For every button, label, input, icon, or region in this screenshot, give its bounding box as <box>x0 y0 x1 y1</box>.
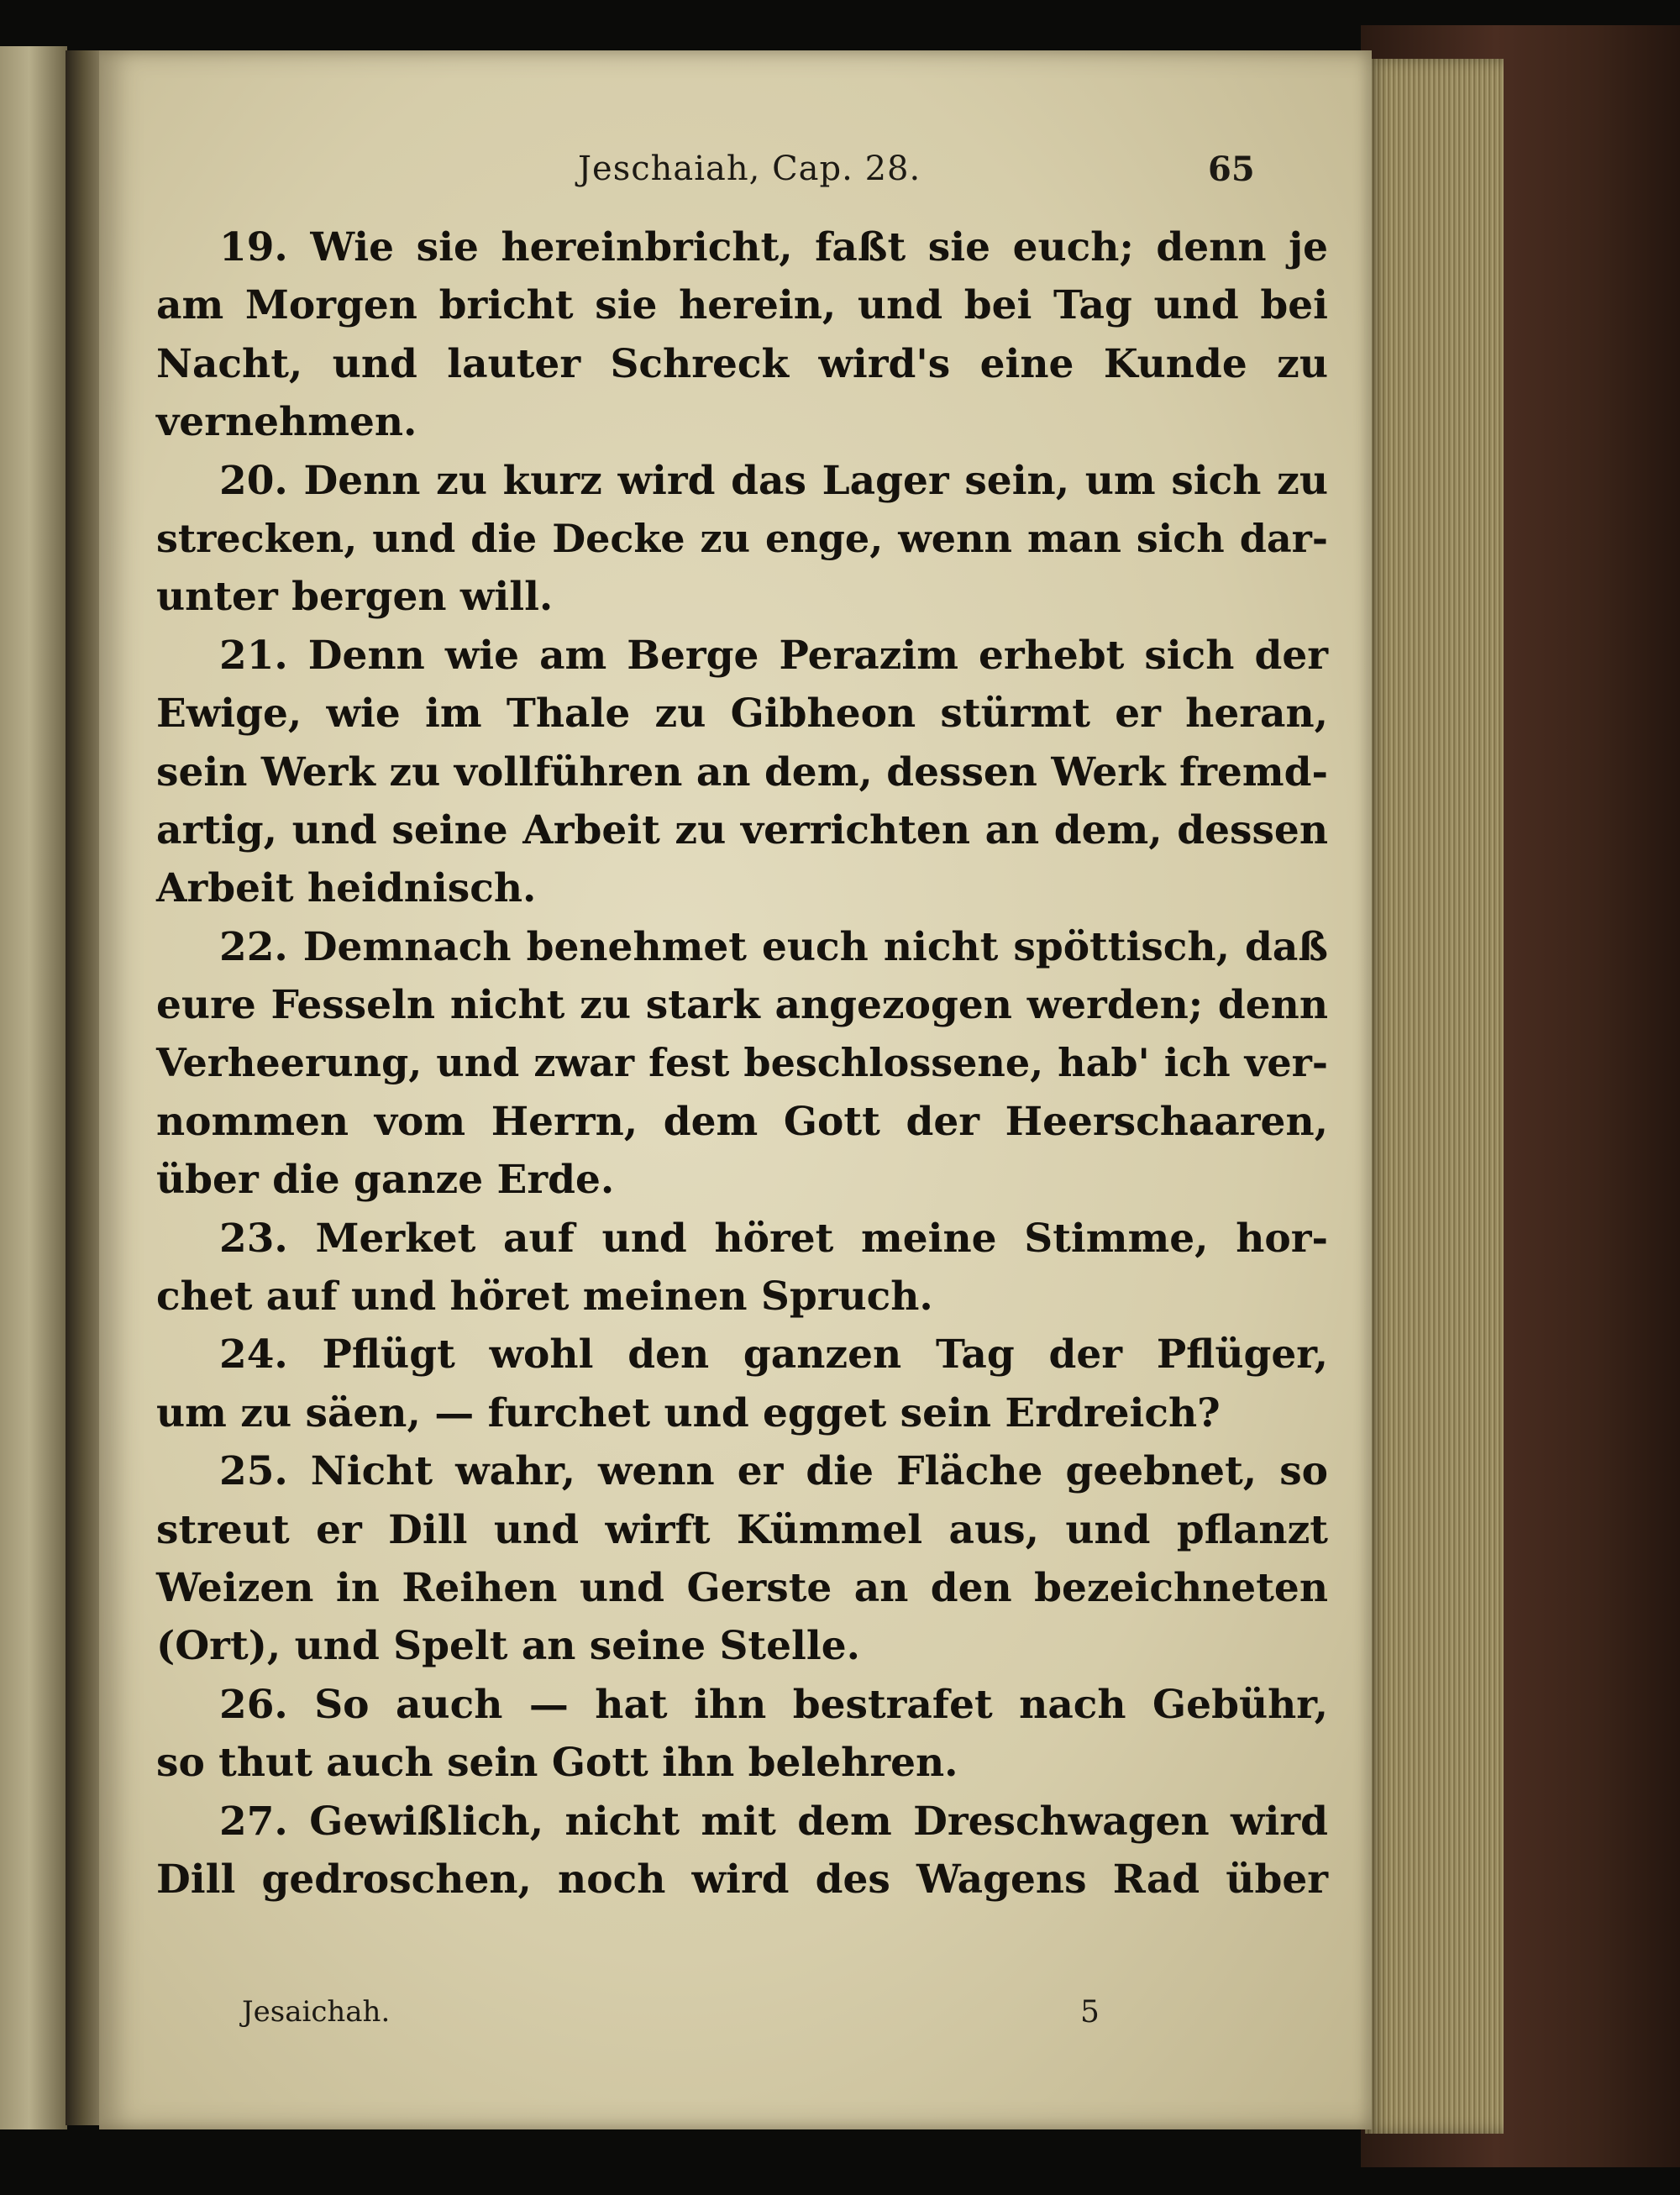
text-line: sein Werk zu vollführen an dem, dessen Werk fremd- <box>156 748 1328 796</box>
page-edges <box>1365 59 1504 2134</box>
running-title: Jeschaiah, Cap. 28. <box>578 150 921 188</box>
text-line: so thut auch sein Gott ihn belehren. <box>156 1740 958 1787</box>
running-head <box>99 150 1372 217</box>
text-line: 27. Gewißlich, nicht mit dem Dreschwagen wird <box>219 1798 1328 1845</box>
text-line: über die ganze Erde. <box>156 1157 615 1204</box>
text-line: 25. Nicht wahr, wenn er die Fläche geebnet, so <box>219 1448 1328 1495</box>
text-line: (Ort), und Spelt an seine Stelle. <box>156 1623 860 1670</box>
text-line: 19. Wie sie hereinbricht, faßt sie euch; denn je <box>219 224 1328 270</box>
facing-page-edge <box>0 46 67 2129</box>
footer-signature: Jesaichah. <box>242 1995 391 2029</box>
book-page <box>99 50 1372 2129</box>
text-line: Ewige, wie im Thale zu Gibheon stürmt er heran, <box>156 691 1328 738</box>
text-line: Verheerung, und zwar fest beschlossene, hab' ich ver- <box>156 1040 1328 1086</box>
text-line: unter bergen will. <box>156 574 554 621</box>
text-line: am Morgen bricht sie herein, und bei Tag und bei <box>156 282 1328 329</box>
text-line: 22. Demnach benehmet euch nicht spöttisch, daß <box>219 923 1328 970</box>
text-line: 26. So auch — hat ihn bestrafet nach Gebühr, <box>219 1681 1328 1728</box>
text-line: Arbeit heidnisch. <box>156 865 537 912</box>
text-line: Weizen in Reihen und Gerste an den bezeichneten <box>156 1564 1328 1611</box>
text-line: Dill gedroschen, noch wird des Wagens Rad über <box>156 1856 1328 1903</box>
text-line: 23. Merket auf und höret meine Stimme, hor- <box>219 1215 1328 1262</box>
text-line: chet auf und höret meinen Spruch. <box>156 1273 933 1321</box>
text-line: Nacht, und lauter Schreck wird's eine Kunde zu <box>156 340 1328 387</box>
body-text <box>156 218 1328 1909</box>
text-line: 24. Pflügt wohl den ganzen Tag der Pflüger, <box>219 1331 1328 1378</box>
text-line: 21. Denn wie am Berge Perazim erhebt sich der <box>219 632 1328 679</box>
text-line: vernehmen. <box>156 399 417 446</box>
text-line: eure Fesseln nicht zu stark angezogen werden; denn <box>156 982 1328 1029</box>
text-line: artig, und seine Arbeit zu verrichten an dem, dessen <box>156 806 1328 853</box>
text-line: strecken, und die Decke zu enge, wenn man sich dar- <box>156 515 1328 561</box>
page-number: 65 <box>1208 150 1255 189</box>
text-line: nommen vom Herrn, dem Gott der Heerschaaren, <box>156 1098 1328 1145</box>
text-line: 20. Denn zu kurz wird das Lager sein, um sich zu <box>219 457 1328 504</box>
text-line: streut er Dill und wirft Kümmel aus, und pflanzt <box>156 1506 1328 1553</box>
text-line: um zu säen, — furchet und egget sein Erdreich? <box>156 1389 1221 1436</box>
footer-sheet-number: 5 <box>1080 1995 1100 2030</box>
